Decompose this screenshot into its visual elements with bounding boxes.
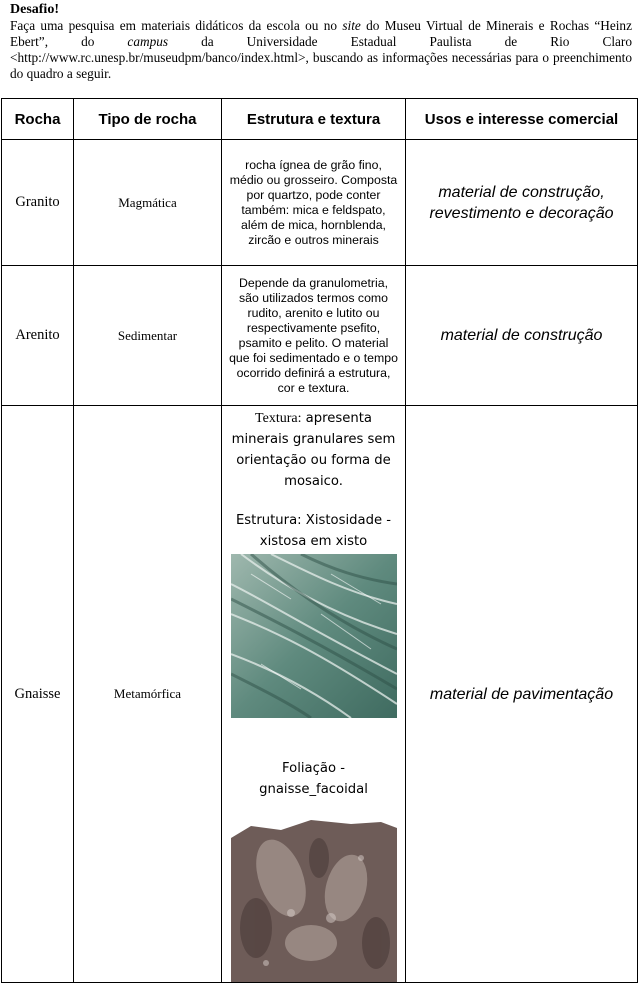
intro-paragraph — [10, 18, 632, 82]
intro — [10, 2, 632, 82]
intro-text-1: Faça uma pesquisa em materiais didáticos da escola ou no — [10, 18, 343, 33]
header-usos: Usos e interesse comercial — [406, 99, 638, 140]
cell-usos: material de construção — [406, 266, 638, 406]
textura-block — [226, 408, 401, 492]
textura-label: Textura: — [255, 411, 302, 426]
cell-usos: material de pavimentação — [406, 406, 638, 983]
cell-rocha: Gnaisse — [2, 406, 74, 983]
cell-usos: material de construção, revestimento e decoração — [406, 140, 638, 266]
cell-rocha: Granito — [2, 140, 74, 266]
cell-estrutura — [222, 406, 406, 983]
intro-text-3: da Universidade Estadual Paulista de Rio Claro <http://www.rc.unesp.br/museudpm/banco/index.html>, buscando as informações necessárias para o preenchimento do quadro a seguir. — [10, 34, 632, 81]
foliacao-text: Foliação - gnaisse_facoidal — [259, 761, 368, 797]
gneiss-rock-image — [231, 818, 397, 982]
cell-tipo: Sedimentar — [74, 266, 222, 406]
header-rocha: Rocha — [2, 99, 74, 140]
textura-text: apresenta minerais granulares sem orientação ou forma de mosaico. — [231, 411, 396, 489]
intro-campus-word: campus — [127, 34, 169, 49]
table-row — [2, 140, 638, 266]
schist-texture-image — [231, 554, 397, 718]
cell-rocha: Arenito — [2, 266, 74, 406]
estrutura-text: Estrutura: Xistosidade - xistosa em xisto — [235, 513, 392, 549]
intro-text-2: do Museu Virtual de Minerais e Rochas “Heinz Ebert”, do — [10, 18, 632, 49]
rock-table — [1, 98, 638, 983]
cell-tipo: Metamórfica — [74, 406, 222, 983]
table-header-row — [2, 99, 638, 140]
cell-tipo: Magmática — [74, 140, 222, 266]
header-tipo: Tipo de rocha — [74, 99, 222, 140]
cell-estrutura: Depende da granulometria, são utilizados termos como rudito, arenito e lutito ou respectivamente psefito, psamito e pelito. O material que foi sedimentado e o tempo ocorrido definirá a estrutura, cor e textura. — [222, 266, 406, 406]
intro-site-word: site — [342, 18, 361, 33]
table-row — [2, 266, 638, 406]
cell-estrutura: rocha ígnea de grão fino, médio ou grosseiro. Composta por quartzo, pode conter também: mica e feldspato, além de mica, hornblenda, zircão e outros minerais — [222, 140, 406, 266]
intro-title: Desafio! — [10, 2, 59, 17]
header-estrutura: Estrutura e textura — [222, 99, 406, 140]
table-row — [2, 406, 638, 983]
